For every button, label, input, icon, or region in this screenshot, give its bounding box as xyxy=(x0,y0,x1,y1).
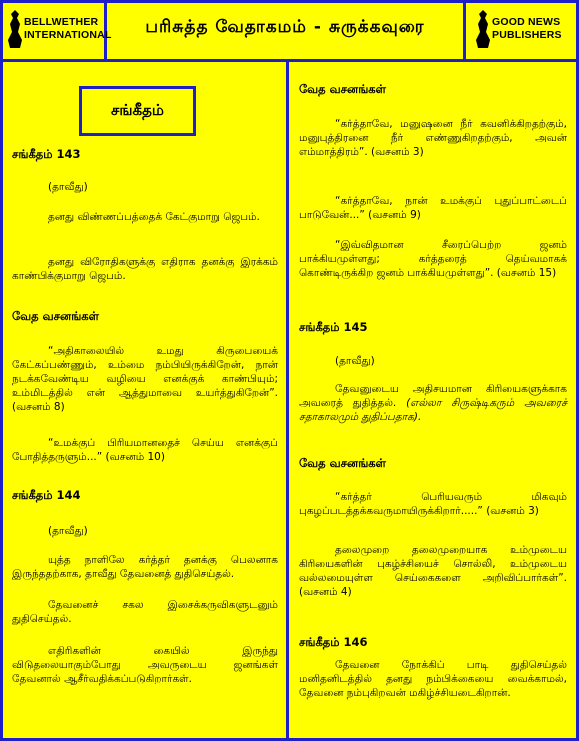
psalm-144-verse-3: “கர்த்தாவே, மனுஷனை நீர் கவனிக்கிறதற்கும், மனுபுத்திரனை நீர் எண்ணுகிறதற்கும், அவன் எம்மாத்திரம்”. (வசனம் 3) xyxy=(299,118,567,158)
psalm-143-verse-10: “உமக்குப் பிரியமானதைச் செய்ய எனக்குப் போதித்தருளும்...” (வசனம் 10) xyxy=(12,437,278,463)
psalm-144-summary-3: எதிரிகளின் கையில் இருந்து விடுதலையாகும்போது அவருடைய ஜனங்கள் தேவனால் ஆசீர்வதிக்கப்படுகிறார்கள். xyxy=(12,645,278,685)
psalm-144-summary-1: யுத்த நாளிலே கர்த்தர் தனக்கு பெலனாக இருந்ததற்காக, தாவீது தேவனைத் துதிசெய்தல். xyxy=(12,554,278,580)
header-title-box xyxy=(107,0,466,62)
psalm-146-summary: தேவனை நோக்கிப் பாடி துதிசெய்தல் மனிதனிடத்தில் தனது நம்பிக்கையை வைக்காமல், தேவனை நம்புகிறவன் மகிழ்ச்சியடைகிறான். xyxy=(299,659,567,699)
psalm-145-summary xyxy=(299,382,567,424)
book-title: சங்கீதம் xyxy=(111,101,164,119)
bellwether-logo xyxy=(6,8,112,50)
psalm-145-heading: சங்கீதம் 145 xyxy=(299,320,368,334)
psalm-145-author: (தாவீது) xyxy=(335,355,375,367)
psalm-144-verses-heading: வேத வசனங்கள் xyxy=(299,82,386,96)
psalm-144-summary-2: தேவனைச் சகல இசைக்கருவிகளுடனும் துதிசெய்தல். xyxy=(12,599,278,625)
psalm-143-author: (தாவீது) xyxy=(48,181,88,193)
psalm-143-heading: சங்கீதம் 143 xyxy=(12,147,81,161)
good-news-logo xyxy=(474,8,562,50)
psalm-145-summary-italic: (எல்லா சிருஷ்டிகரும் அவரைச் சதாகாலமும் துதிப்பதாக). xyxy=(299,397,568,423)
psalm-144-verse-15: “இவ்விதமான சீரைப்பெற்ற ஜனம் பாக்கியமுள்ளது; கர்த்தரைத் தெய்வமாகக் கொண்டிருக்கிற ஜனம் பாக்கியமுள்ளது”. (வசனம் 15) xyxy=(299,239,567,279)
page-title: பரிசுத்த வேதாகமம் - சுருக்கவுரை xyxy=(145,17,425,37)
psalm-145-verse-4: தலைமுறை தலைமுறையாக உம்முடைய கிரியைகளின் புகழ்ச்சியைச் சொல்லி, உம்முடைய வல்லமையுள்ள செய்கைகளை அறிவிப்பார்கள்”. (வசனம் 4) xyxy=(299,544,567,598)
left-logo-box xyxy=(0,0,112,62)
psalm-144-author: (தாவீது) xyxy=(48,525,88,537)
good-news-figure-icon xyxy=(474,8,492,50)
left-logo-line-1: BELLWETHER xyxy=(24,16,99,28)
psalm-143-summary-1: தனது விண்ணப்பத்தைக் கேட்குமாறு ஜெபம். xyxy=(48,211,260,223)
right-logo-box xyxy=(466,0,579,62)
psalm-145-verses-heading: வேத வசனங்கள் xyxy=(299,456,386,470)
psalm-143-verses-heading: வேத வசனங்கள் xyxy=(12,309,99,323)
psalm-143-verse-8: “அதிகாலையில் உமது கிருபையைக் கேட்கப்பண்ணும், உம்மை நம்பியிருக்கிறேன், நான் நடக்கவேண்டிய வழியை எனக்குக் காண்பியும்; உம்மிடத்தில் என் ஆத்துமாவை உயர்த்துகிறேன்”. (வசனம் 8) xyxy=(12,345,278,413)
psalm-146-heading: சங்கீதம் 146 xyxy=(299,635,368,649)
book-title-box xyxy=(79,86,196,136)
bellwether-figure-icon xyxy=(6,8,24,50)
right-logo-line-1: GOOD NEWS xyxy=(492,16,561,28)
psalm-144-verse-9: “கர்த்தாவே, நான் உமக்குப் புதுப்பாட்டைப் பாடுவேன்...” (வசனம் 9) xyxy=(299,195,567,221)
page-header xyxy=(0,0,579,62)
left-logo-line-2: INTERNATIONAL xyxy=(24,29,112,41)
right-logo-line-2: PUBLISHERS xyxy=(492,29,562,41)
psalm-143-summary-2: தனது விரோதிகளுக்கு எதிராக தனக்கு இரக்கம் காண்பிக்குமாறு ஜெபம். xyxy=(12,256,278,282)
left-column xyxy=(0,62,289,741)
right-column xyxy=(289,62,579,741)
psalm-145-summary-text: தேவனுடைய அதிசயமான கிரியைகளுக்காக அவரைத் துதித்தல். xyxy=(299,383,567,409)
psalm-144-heading: சங்கீதம் 144 xyxy=(12,488,81,502)
psalm-145-verse-3: “கர்த்தர் பெரியவரும் மிகவும் புகழப்படத்தக்கவருமாயிருக்கிறார்.....” (வசனம் 3) xyxy=(299,491,567,517)
